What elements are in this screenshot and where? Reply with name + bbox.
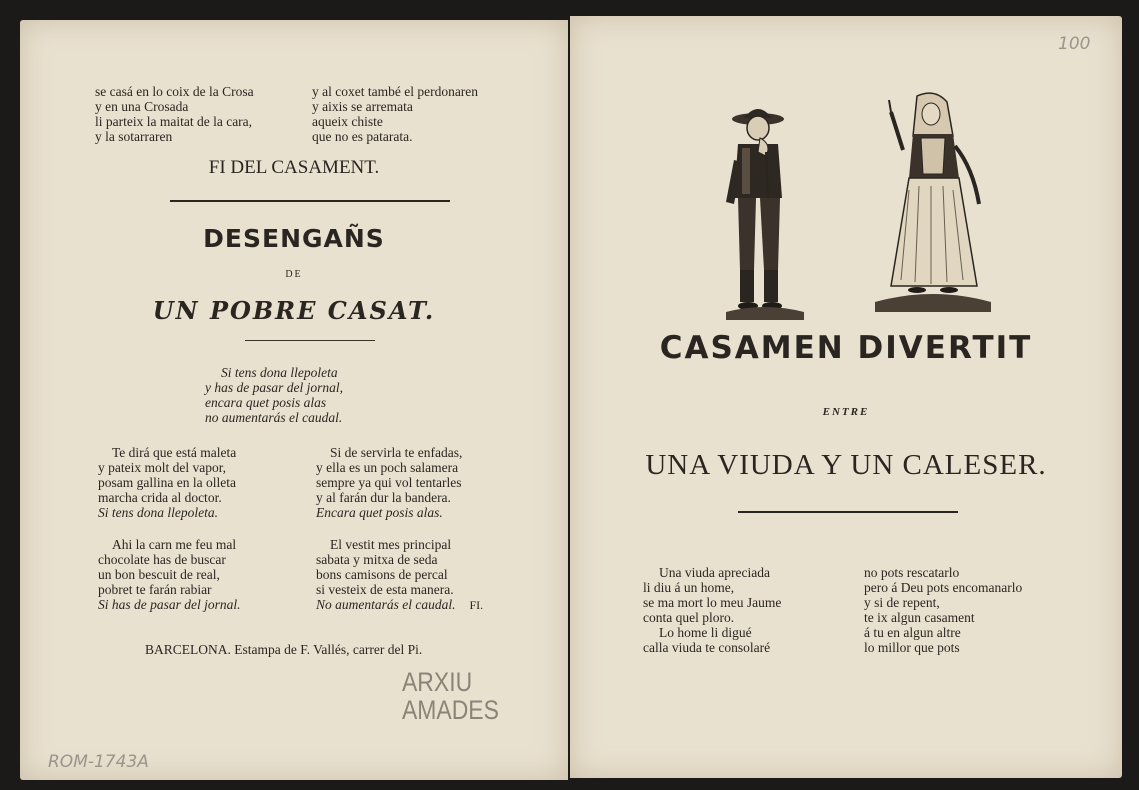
verse-line: sempre ya qui vol tentarles bbox=[316, 475, 462, 490]
epigraph-line: y has de pasar del jornal, bbox=[205, 380, 343, 395]
refrain-line: Encara quet posis alas. bbox=[316, 505, 443, 520]
divider-rule bbox=[170, 200, 450, 202]
verse-line: y al coxet també el perdonaren bbox=[312, 84, 479, 99]
verse-line: y en una Crosada bbox=[95, 99, 189, 114]
pencil-reference: ROM-1743A bbox=[48, 752, 149, 772]
verse-line: se casá en lo coix de la Crosa bbox=[95, 84, 254, 99]
title-viuda-caleser: UNA VIUDA Y UN CALESER. bbox=[645, 449, 1047, 481]
verse-line: pero á Deu pots encomanarlo bbox=[864, 580, 1023, 595]
woodcut-widow-illustration bbox=[873, 90, 993, 320]
verse-line: posam gallina en la olleta bbox=[98, 475, 236, 490]
verse-line: Si de servirla te enfadas, bbox=[330, 445, 463, 460]
refrain-line: Si has de pasar del jornal. bbox=[98, 597, 241, 612]
verse-line: y pateix molt del vapor, bbox=[98, 460, 227, 475]
stanza-3 bbox=[98, 537, 241, 612]
fi-casament-heading: FI DEL CASAMENT. bbox=[208, 157, 380, 178]
verse-line: aqueix chiste bbox=[312, 114, 383, 129]
left-page bbox=[20, 20, 568, 780]
fi-mark: FI. bbox=[469, 598, 484, 612]
verse-line: y aixis se arremata bbox=[312, 99, 413, 114]
woodcut-man-illustration bbox=[720, 102, 810, 324]
right-page bbox=[570, 16, 1122, 778]
imprint: BARCELONA. Estampa de F. Vallés, carrer del Pi. bbox=[145, 642, 423, 657]
epigraph-line: no aumentarás el caudal. bbox=[205, 410, 343, 425]
verse-col-a bbox=[643, 565, 781, 655]
epigraph-line: encara quet posis alas bbox=[205, 395, 327, 410]
verse-line: li parteix la maitat de la cara, bbox=[95, 114, 253, 129]
epigraph-line: Si tens dona llepoleta bbox=[221, 365, 338, 380]
archive-stamp bbox=[402, 668, 499, 724]
verse-line: calla viuda te consolaré bbox=[643, 640, 771, 655]
verse-line: y la sotarraren bbox=[95, 129, 173, 144]
epigraph bbox=[205, 365, 343, 425]
verse-line: que no es patarata. bbox=[312, 129, 413, 144]
title-entre: ENTRE bbox=[822, 406, 870, 418]
divider-rule bbox=[738, 511, 958, 513]
verse-line: chocolate has de buscar bbox=[98, 552, 226, 567]
title-de: DE bbox=[285, 269, 303, 280]
verse-line: y al farán dur la bandera. bbox=[316, 490, 451, 505]
verse-line: Lo home li digué bbox=[659, 625, 752, 640]
verse-line: se ma mort lo meu Jaume bbox=[643, 595, 782, 610]
verse-line: sabata y mitxa de seda bbox=[316, 552, 438, 567]
verse-line: á tu en algun altre bbox=[864, 625, 961, 640]
verse-line: pobret te farán rabiar bbox=[98, 582, 212, 597]
verse-line: li diu á un home, bbox=[643, 580, 735, 595]
top-verse-col-b bbox=[312, 84, 478, 144]
stamp-line: ARXIU bbox=[402, 667, 473, 697]
verse-line: lo millor que pots bbox=[864, 640, 960, 655]
verse-line: El vestit mes principal bbox=[330, 537, 452, 552]
verse-line: Te dirá que está maleta bbox=[112, 445, 237, 460]
verse-line: y si de repent, bbox=[864, 595, 940, 610]
title-pobre-casat: UN POBRE CASAT. bbox=[152, 296, 436, 325]
title-desengans: DESENGAÑS bbox=[203, 224, 385, 253]
stanza-1 bbox=[98, 445, 236, 520]
verse-col-b bbox=[864, 565, 1022, 655]
divider-rule bbox=[245, 340, 375, 341]
stanza-2 bbox=[316, 445, 462, 520]
verse-line: no pots rescatarlo bbox=[864, 565, 960, 580]
verse-line: bons camisons de percal bbox=[316, 567, 448, 582]
refrain-line: Si tens dona llepoleta. bbox=[98, 505, 218, 520]
top-verse-col-a bbox=[95, 84, 254, 144]
title-casamen-divertit: CASAMEN DIVERTIT bbox=[659, 330, 1033, 366]
stanza-4 bbox=[316, 537, 483, 613]
verse-line: te ix algun casament bbox=[864, 610, 975, 625]
verse-line: marcha crida al doctor. bbox=[98, 490, 222, 505]
verse-line: y ella es un poch salamera bbox=[316, 460, 459, 475]
refrain-line: No aumentarás el caudal. bbox=[316, 597, 456, 612]
refrain-row bbox=[316, 597, 483, 613]
verse-line: conta quel ploro. bbox=[643, 610, 735, 625]
pencil-page-number: 100 bbox=[1058, 34, 1091, 54]
verse-line: Una viuda apreciada bbox=[659, 565, 770, 580]
stamp-line: AMADES bbox=[402, 695, 499, 725]
verse-line: si vesteix de esta manera. bbox=[316, 582, 454, 597]
verse-line: Ahi la carn me feu mal bbox=[112, 537, 237, 552]
verse-line: un bon bescuit de real, bbox=[98, 567, 220, 582]
